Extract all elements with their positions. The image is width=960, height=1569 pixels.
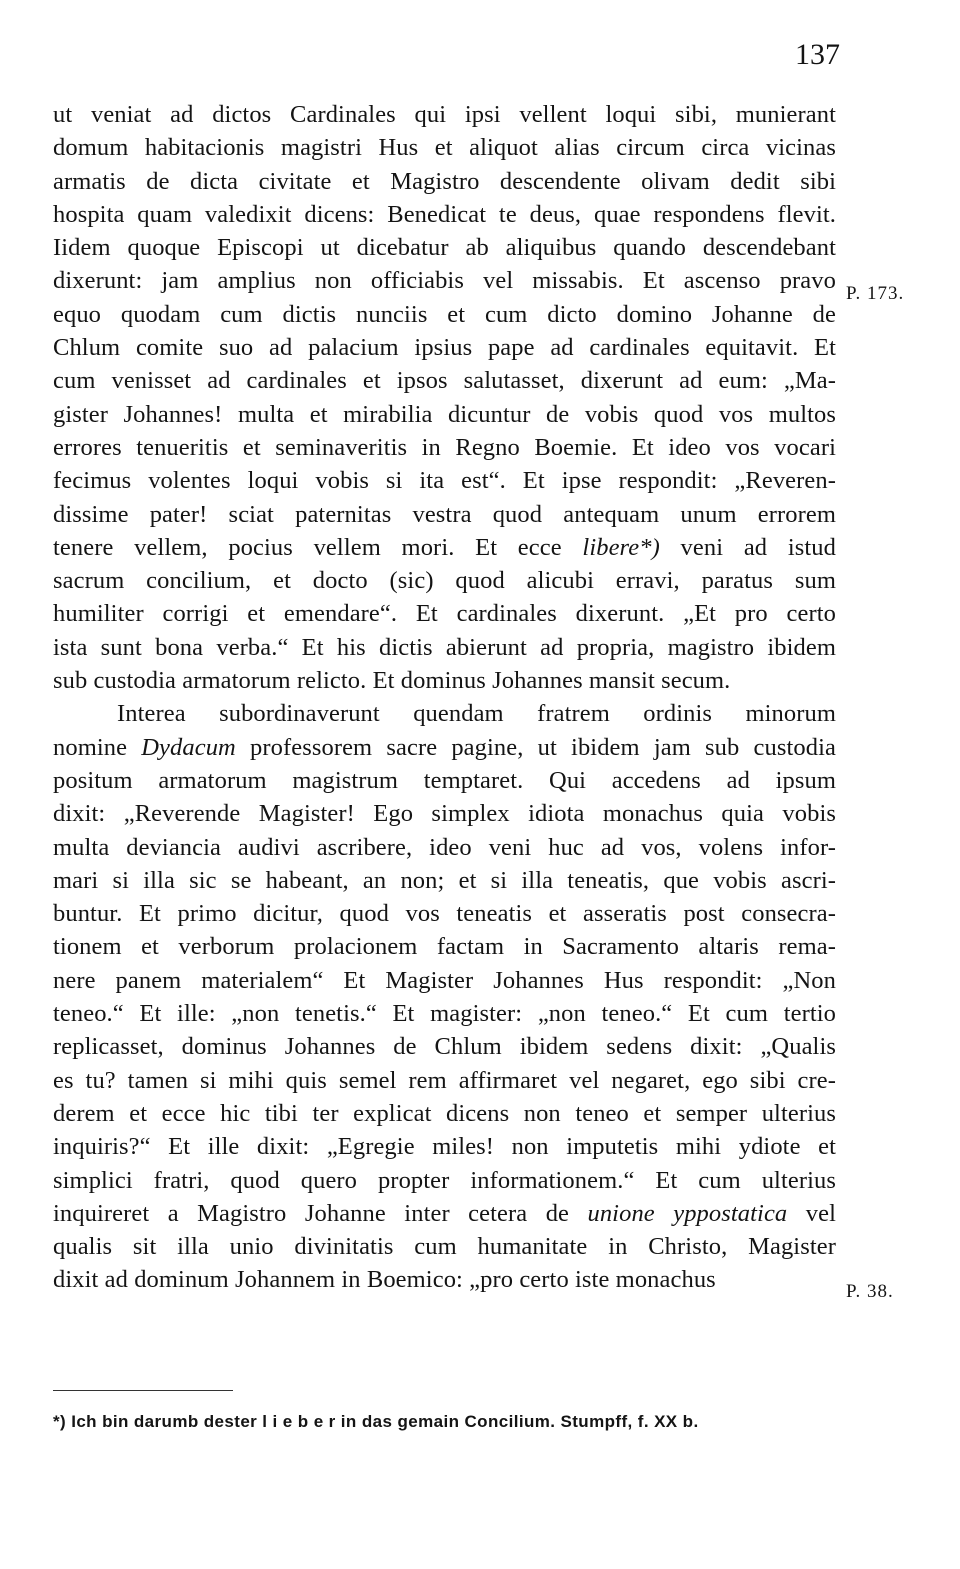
text-line: dixit: „Reverende Magister! Ego simplex idiota monachus quia vobis [53,800,836,828]
page-number: 137 [795,38,840,71]
text-line: fecimus volentes loqui vobis si ita est“. Et ipse respondit: „Reveren- [53,467,836,495]
italic-term: unione yppostatica [587,1199,788,1227]
text-segment: vel [787,1199,836,1227]
text-line: Chlum comite suo ad palacium ipsius pape ad cardinales equitavit. Et [53,334,836,362]
text-line: armatis de dicta civitate et Magistro descendente olivam dedit sibi [53,167,836,195]
text-line: dixerunt: jam amplius non officiabis vel missabis. Et ascenso pravo [53,267,836,295]
margin-note: P. 173. [846,283,905,304]
text-line: errores tenueritis et seminaveritis in Regno Boemie. Et ideo vos vocari [53,433,836,461]
footnote-rule [53,1390,233,1391]
text-line [53,1197,836,1230]
text-line: cum venisset ad cardinales et ipsos salutasset, dixerunt ad eum: „Ma- [53,367,836,395]
footnote-reference: libere*) [582,533,660,561]
text-line: domum habitacionis magistri Hus et aliquot alias circum circa vicinas [53,134,836,162]
italic-name: Dydacum [141,733,236,761]
text-segment: tenere vellem, pocius vellem mori. Et ecce [53,533,583,561]
text-line: derem et ecce hic tibi ter explicat dicens non teneo et semper ulterius [53,1099,836,1127]
text-line: gister Johannes! multa et mirabilia dicuntur de vobis quod vos multos [53,400,836,428]
text-line: sub custodia armatorum relicto. Et dominus Johannes mansit secum. [53,667,731,695]
text-line: ista sunt bona verba.“ Et his dictis abierunt ad propria, magistro ibidem [53,633,836,661]
paragraph-start-line: Interea subordinaverunt quendam fratrem ordinis minorum [117,700,836,728]
footnote: *) Ich bin darumb dester l i e b e r in das gemain Concilium. Stumpff, f. XX b. [53,1412,699,1431]
text-line [53,731,836,764]
text-line: sacrum concilium, et docto (sic) quod alicubi erravi, paratus sum [53,567,836,595]
text-line: multa deviancia audivi ascribere, ideo veni huc ad vos, volens infor- [53,833,836,861]
text-line: Iidem quoque Episcopi ut dicebatur ab aliquibus quando descendebant [53,234,836,262]
text-line: qualis sit illa unio divinitatis cum humanitate in Christo, Magister [53,1233,836,1261]
text-line: es tu? tamen si mihi quis semel rem affirmaret vel negaret, ego sibi cre- [53,1066,836,1094]
text-line: tionem et verborum prolacionem factam in Sacramento altaris rema- [53,933,836,961]
text-line: hospita quam valedixit dicens: Benedicat te deus, quae respondens flevit. [53,200,836,228]
text-line: dixit ad dominum Johannem in Boemico: „pro certo iste monachus [53,1266,716,1294]
text-line: replicasset, dominus Johannes de Chlum ibidem sedens dixit: „Qualis [53,1033,836,1061]
text-line: humiliter corrigi et emendare“. Et cardinales dixerunt. „Et pro certo [53,600,836,628]
text-line: nere panem materialem“ Et Magister Johannes Hus respondit: „Non [53,966,836,994]
text-line: equo quodam cum dictis nunciis et cum dicto domino Johanne de [53,300,836,328]
text-body [53,98,836,1297]
text-line: positum armatorum magistrum temptaret. Qui accedens ad ipsum [53,766,836,794]
text-segment: veni ad istud [659,533,836,561]
text-line: dissime pater! sciat paternitas vestra quod antequam unum errorem [53,500,836,528]
text-line [53,531,836,564]
text-line: buntur. Et primo dicitur, quod vos teneatis et asseratis post consecra- [53,900,836,928]
text-segment: inquireret a Magistro Johanne inter cetera de [53,1199,588,1227]
text-line: teneo.“ Et ille: „non tenetis.“ Et magister: „non teneo.“ Et cum tertio [53,1000,836,1028]
text-line: simplici fratri, quod quero propter informationem.“ Et cum ulterius [53,1166,836,1194]
text-segment: nomine [53,733,142,761]
margin-note: P. 38. [846,1281,894,1302]
text-line: mari si illa sic se habeant, an non; et si illa teneatis, que vobis ascri- [53,866,836,894]
text-line: inquiris?“ Et ille dixit: „Egregie miles! non imputetis mihi ydiote et [53,1133,836,1161]
text-segment: professorem sacre pagine, ut ibidem jam sub custodia [235,733,836,761]
text-line: ut veniat ad dictos Cardinales qui ipsi vellent loqui sibi, munierant [53,101,836,128]
